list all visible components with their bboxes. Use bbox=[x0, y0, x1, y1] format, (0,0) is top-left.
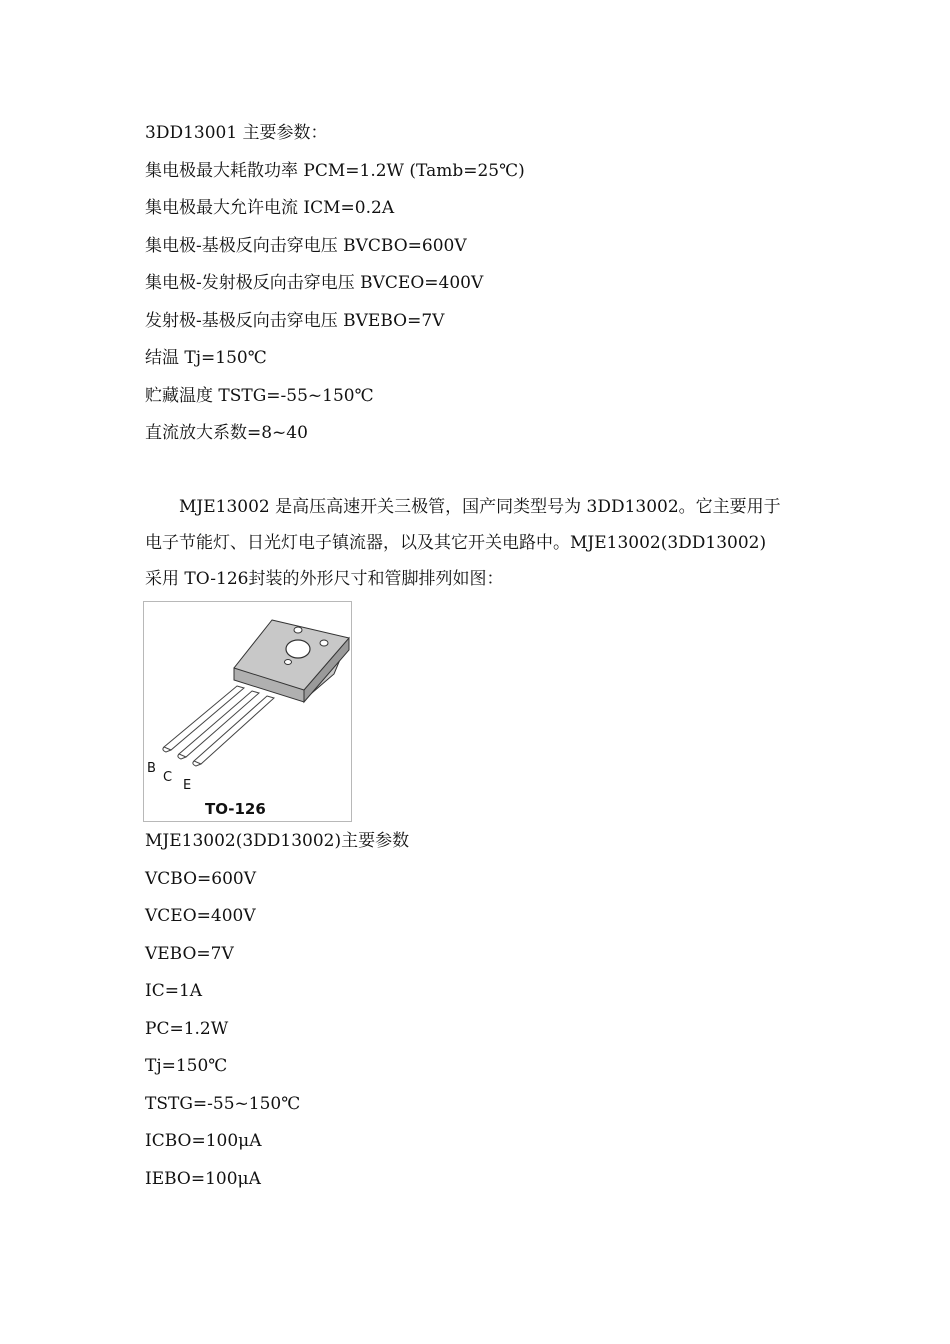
pin-label-b: B bbox=[147, 761, 156, 776]
to126-package-figure bbox=[143, 601, 352, 822]
params-3dd13001 bbox=[145, 119, 525, 457]
pin-label-e: E bbox=[183, 778, 192, 793]
transistor-leads bbox=[163, 686, 274, 766]
params-mje13002 bbox=[145, 827, 409, 1202]
param-tstg: 贮藏温度 TSTG=-55~150℃ bbox=[145, 385, 374, 406]
description-paragraph bbox=[145, 489, 815, 597]
param2-ic: IC=1A bbox=[145, 981, 203, 1001]
paragraph-line: 电子节能灯、日光灯电子镇流器，以及其它开关电路中。MJE13002(3DD13002) bbox=[145, 533, 767, 553]
param2-tj: Tj=150℃ bbox=[145, 1056, 228, 1076]
param2-iebo: IEBO=100μA bbox=[145, 1168, 261, 1189]
param-tj: 结温 Tj=150℃ bbox=[145, 348, 267, 368]
pin-label-c: C bbox=[163, 770, 173, 785]
param2-icbo: ICBO=100μA bbox=[145, 1131, 262, 1151]
param2-vebo: VEBO=7V bbox=[145, 943, 234, 964]
param2-pc: PC=1.2W bbox=[145, 1018, 229, 1039]
transistor-body bbox=[234, 620, 349, 702]
param2-vcbo: VCBO=600V bbox=[145, 868, 256, 889]
param-bvceo: 集电极-发射极反向击穿电压 BVCEO=400V bbox=[145, 273, 484, 293]
param-pcm: 集电极最大耗散功率 PCM=1.2W (Tamb=25℃) bbox=[145, 160, 525, 181]
param2-vceo: VCEO=400V bbox=[145, 906, 256, 926]
param-bvcbo: 集电极-基极反向击穿电压 BVCBO=600V bbox=[145, 235, 467, 256]
param2-tstg: TSTG=-55~150℃ bbox=[145, 1093, 301, 1114]
param-hfe: 直流放大系数=8~40 bbox=[145, 423, 308, 443]
to126-package-drawing bbox=[144, 602, 351, 821]
paragraph-line: MJE13002 是高压高速开关三极管，国产同类型号为 3DD13002。它主要用于 bbox=[179, 497, 781, 517]
paragraph-line: 采用 TO-126封装的外形尺寸和管脚排列如图： bbox=[145, 569, 504, 589]
param-icm: 集电极最大允许电流 ICM=0.2A bbox=[145, 198, 395, 218]
package-caption: TO-126 bbox=[205, 800, 266, 818]
params2-heading: MJE13002(3DD13002)主要参数 bbox=[145, 831, 410, 851]
params-heading: 3DD13001 主要参数： bbox=[145, 123, 328, 143]
param-bvebo: 发射极-基极反向击穿电压 BVEBO=7V bbox=[145, 310, 445, 331]
